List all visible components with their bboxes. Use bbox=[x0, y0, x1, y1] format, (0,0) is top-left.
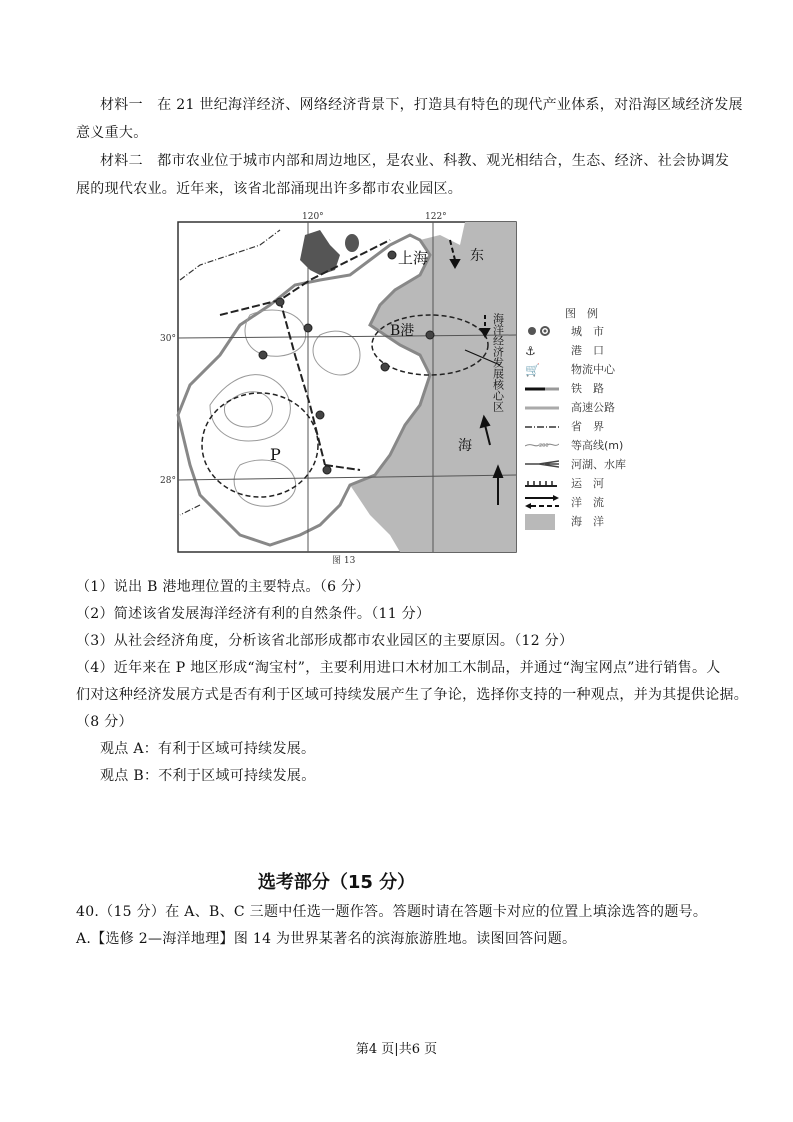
lon-122-label: 122° bbox=[425, 212, 447, 222]
legend-label: 高速公路 bbox=[571, 401, 615, 414]
figure-caption: 图 13 bbox=[332, 556, 356, 566]
legend-item bbox=[525, 513, 604, 530]
material-2-line-2: 展的现代农业。近年来，该省北部涌现出许多都市农业园区。 bbox=[76, 181, 463, 197]
river-lake-icon bbox=[525, 459, 565, 472]
legend-item bbox=[525, 418, 604, 434]
legend-label: 城 市 bbox=[571, 325, 604, 338]
question-40-a: A.【选修 2—海洋地理】图 14 为世界某著名的滨海旅游胜地。读图回答问题。 bbox=[76, 931, 577, 947]
question-4-line-1: （4）近年来在 P 地区形成“淘宝村”，主要利用进口木材加工木制品，并通过“淘宝网点”进行销售。人 bbox=[76, 660, 721, 676]
legend-item bbox=[525, 494, 604, 512]
lake-small bbox=[345, 234, 359, 252]
port-anchor-icon: ⚓ bbox=[525, 344, 536, 358]
label-p: P bbox=[270, 445, 281, 464]
viewpoint-b: 观点 B：不利于区域可持续发展。 bbox=[100, 768, 316, 784]
city-icon bbox=[525, 325, 565, 340]
question-2: （2）简述该省发展海洋经济有利的自然条件。（11 分） bbox=[76, 606, 431, 622]
viewpoint-a: 观点 A：有利于区域可持续发展。 bbox=[100, 741, 316, 757]
question-1: （1）说出 B 港地理位置的主要特点。（6 分） bbox=[76, 579, 370, 595]
question-40: 40.（15 分）在 A、B、C 三题中任选一题作答。答题时请在答题卡对应的位置上填涂选答的题号。 bbox=[76, 904, 708, 920]
legend-label: 等高线(m) bbox=[571, 439, 624, 452]
lat-28-label: 28° bbox=[160, 476, 176, 486]
material-1-line-1: 材料一 在 21 世纪海洋经济、网络经济背景下，打造具有特色的现代产业体系，对沿海区域经济发展 bbox=[100, 97, 743, 113]
label-b-port: B港 bbox=[390, 323, 415, 339]
elective-title-text: 选考部分（15 分） bbox=[257, 872, 416, 893]
legend-label: 海 洋 bbox=[571, 515, 604, 528]
province-border-icon bbox=[525, 421, 565, 434]
label-shanghai: 上海 bbox=[398, 249, 429, 267]
legend-item bbox=[525, 437, 623, 453]
legend-title: 图 例 bbox=[565, 307, 598, 320]
material-2-line-1: 材料二 都市农业位于城市内部和周边地区，是农业、科教、观光相结合，生态、经济、社会协调发 bbox=[100, 153, 730, 169]
question-4-line-3: （8 分） bbox=[76, 714, 133, 730]
elective-section-title bbox=[0, 868, 793, 894]
page-footer: 第4 页|共6 页 bbox=[355, 1042, 438, 1057]
label-sea: 海 bbox=[458, 438, 472, 454]
legend-label: 港 口 bbox=[571, 344, 604, 357]
contour-line-icon bbox=[525, 440, 565, 453]
label-core-zone: 海洋经济发展核心区 bbox=[491, 313, 505, 412]
legend-label: 洋 流 bbox=[571, 496, 604, 509]
highway-icon bbox=[525, 402, 565, 415]
legend-item bbox=[525, 323, 604, 340]
svg-text:200: 200 bbox=[539, 442, 549, 449]
label-east: 东 bbox=[470, 248, 484, 264]
railway-icon bbox=[525, 383, 565, 396]
legend-label: 铁 路 bbox=[571, 382, 604, 395]
question-4-line-2: 们对这种经济发展方式是否有利于区域可持续发展产生了争论，选择你支持的一种观点，并为其提供论据。 bbox=[76, 687, 749, 703]
question-3: （3）从社会经济角度，分析该省北部形成都市农业园区的主要原因。（12 分） bbox=[76, 633, 574, 649]
legend-item bbox=[525, 361, 615, 377]
legend-item bbox=[525, 399, 615, 415]
ocean-current-icon bbox=[525, 495, 565, 512]
legend-label: 河湖、水库 bbox=[571, 458, 626, 471]
map-legend bbox=[525, 305, 675, 545]
legend-label: 物流中心 bbox=[571, 363, 615, 376]
figure-13-map bbox=[120, 205, 680, 570]
logistics-cart-icon: 🛒 bbox=[525, 363, 540, 377]
legend-item bbox=[525, 342, 604, 358]
canal-icon bbox=[525, 478, 565, 491]
legend-label: 运 河 bbox=[571, 477, 604, 490]
legend-label: 省 界 bbox=[571, 420, 604, 433]
lat-30-label: 30° bbox=[160, 334, 176, 344]
lon-120-label: 120° bbox=[302, 212, 324, 222]
ocean-icon bbox=[525, 514, 565, 530]
material-1-line-2: 意义重大。 bbox=[76, 125, 148, 141]
legend-item bbox=[525, 475, 604, 491]
legend-item bbox=[525, 380, 604, 396]
legend-item bbox=[525, 456, 626, 472]
